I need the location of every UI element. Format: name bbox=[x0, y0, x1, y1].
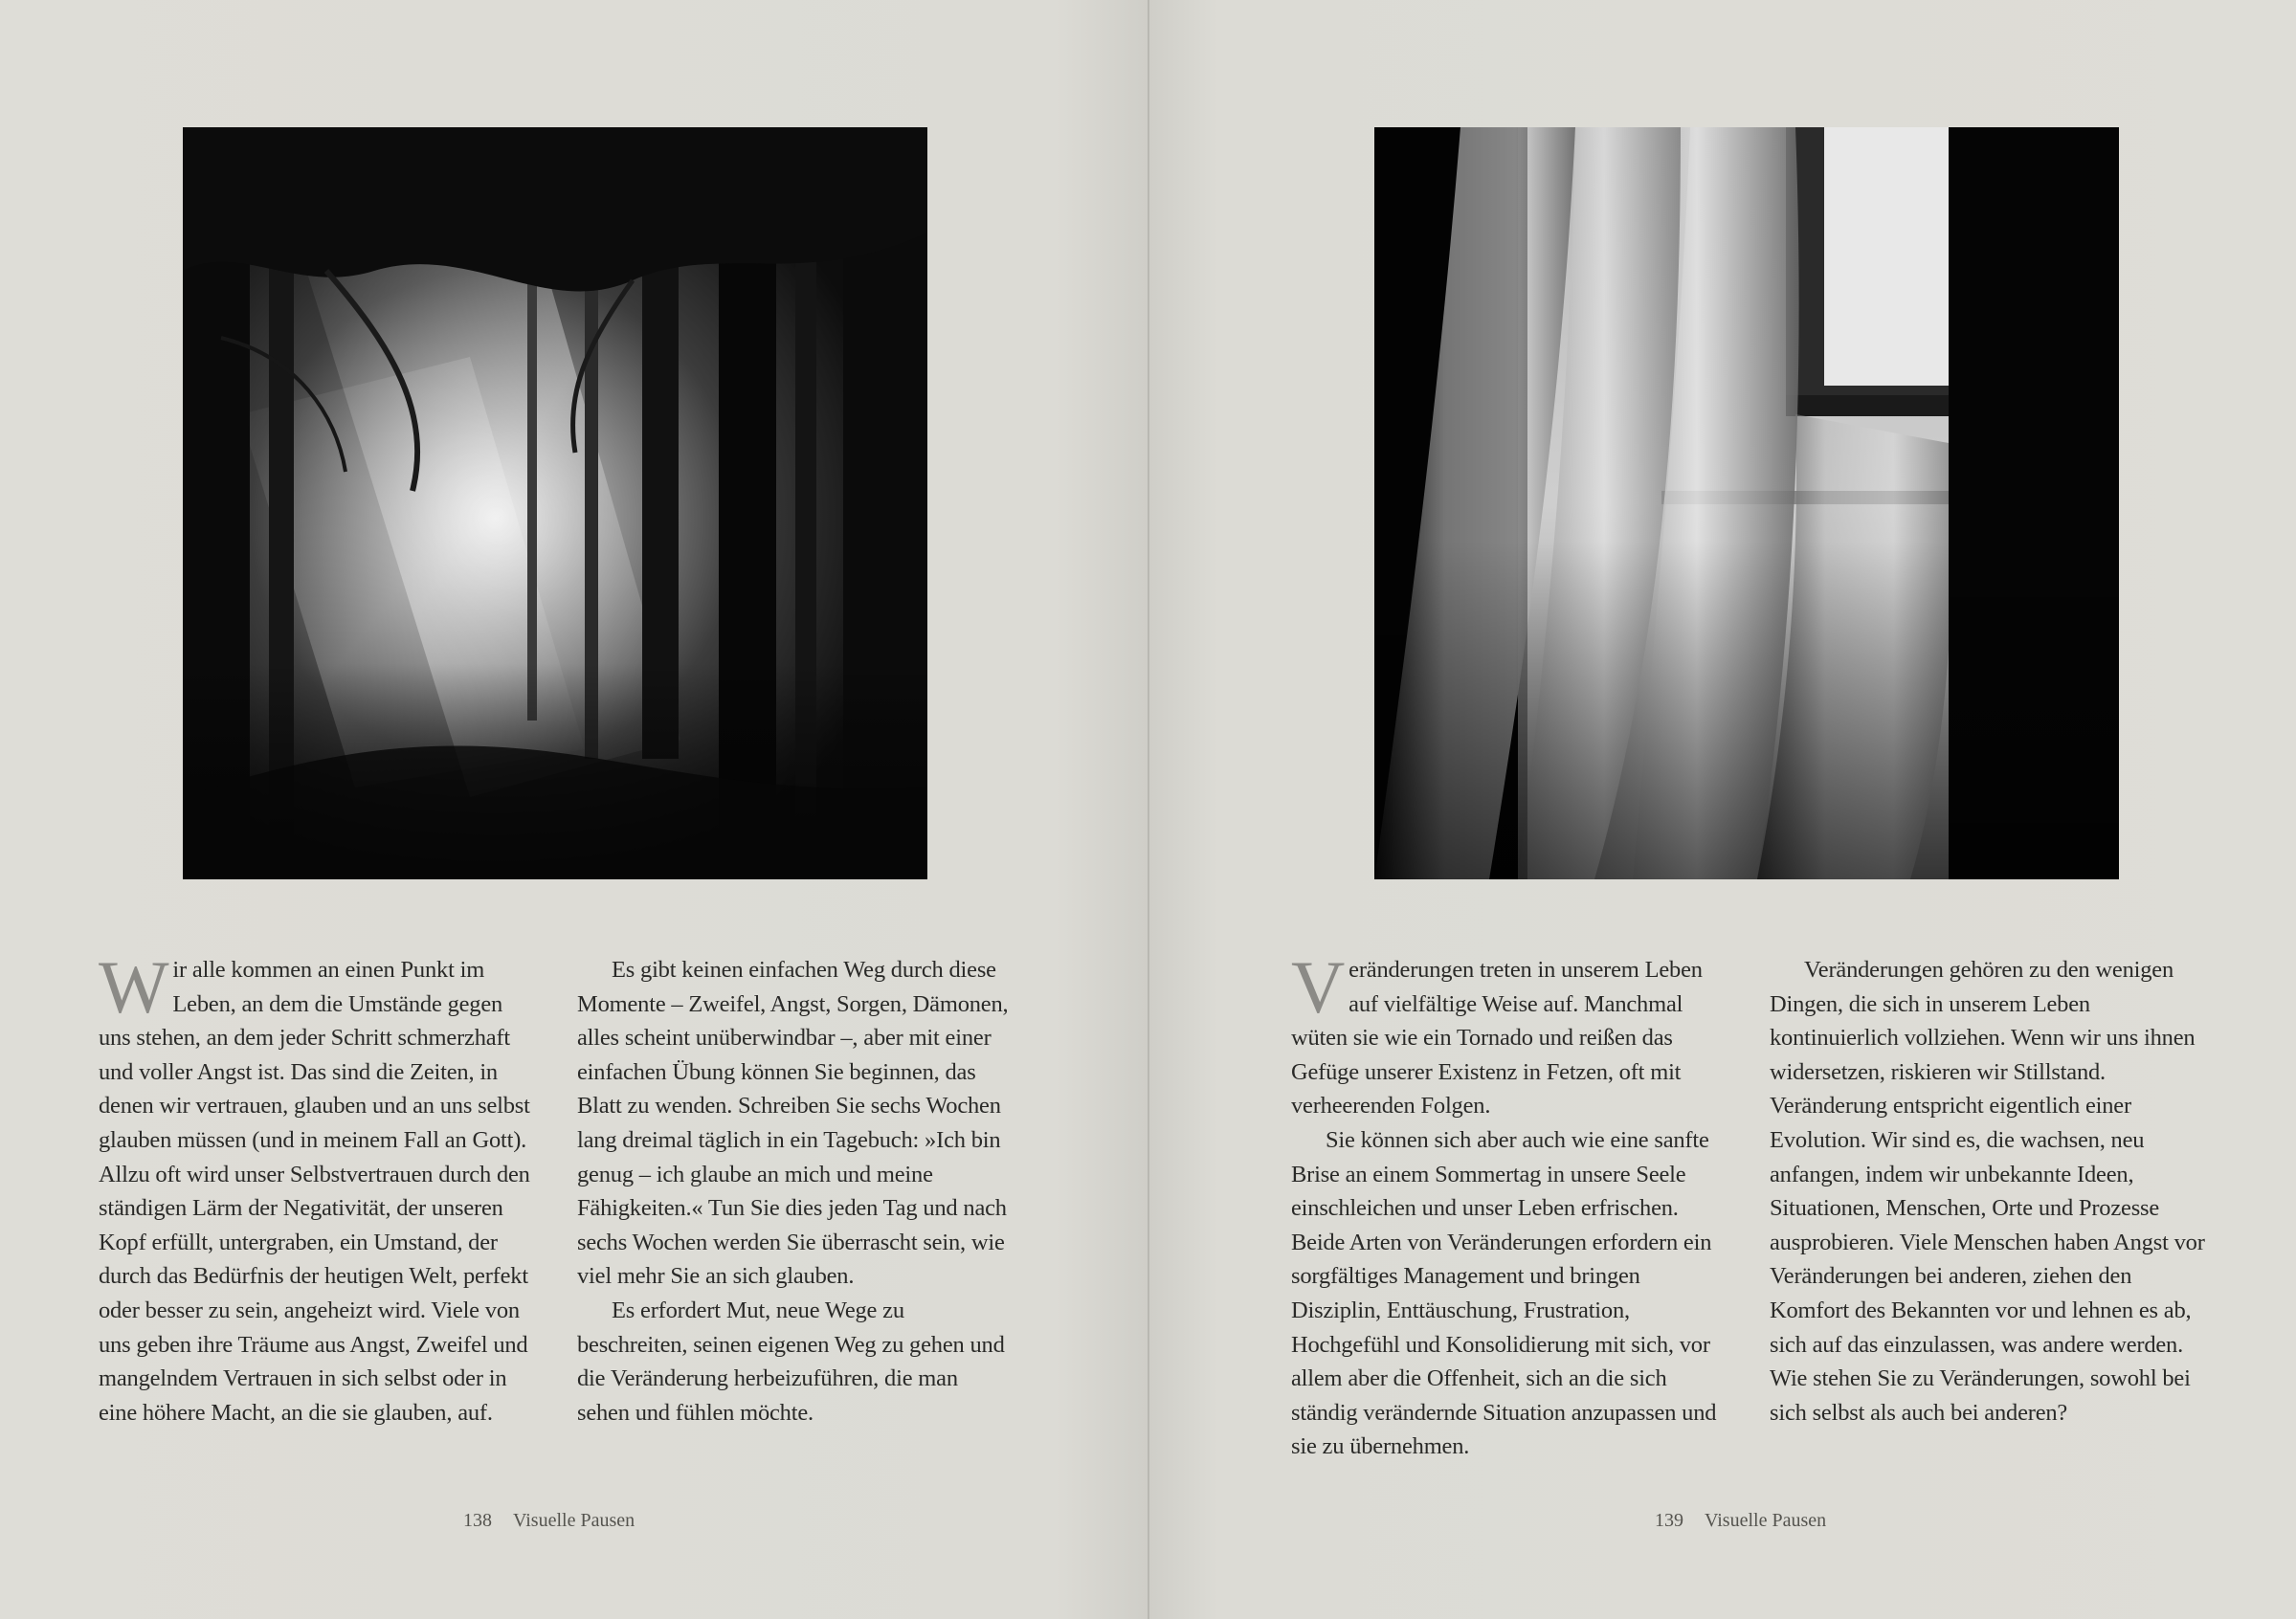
right-page bbox=[1149, 0, 2296, 1619]
page-number: 138 bbox=[463, 1510, 492, 1531]
paragraph: Sie können sich aber auch wie eine sanfte Brise an einem Sommertag in unsere Seele einschleichen und unser Leben erfrischen. Beide Arten von Veränderungen erfordern ein sorgfältiges Management und bringen Disziplin, Enttäuschung, Frustration, Hochgefühl und Konsolidierung mit sich, vor allem aber die Offenheit, sich an die sich ständig verändernde Situation anzupassen und sie zu übernehmen. bbox=[1291, 1126, 1717, 1460]
paragraph: Es gibt keinen einfachen Weg durch diese Momente – Zweifel, Angst, Sorgen, Dämonen, alles scheint unüberwindbar –, aber mit einer einfachen Übung können Sie beginnen, das Blatt zu wenden. Schreiben Sie sechs Wochen lang dreimal täglich in ein Tagebuch: »Ich bin genug – ich glaube an mich und meine Fähigkeiten.« Tun Sie dies jeden Tag und nach sechs Wochen werden Sie überrascht sein, wie viel mehr Sie an sich glauben. bbox=[577, 957, 1009, 1290]
curtain-photo-image bbox=[1374, 127, 2119, 879]
right-column-1 bbox=[1291, 945, 1727, 1464]
page-footer bbox=[463, 1510, 635, 1532]
section-title: Visuelle Pausen bbox=[1705, 1510, 1827, 1531]
curtain-photo bbox=[1374, 127, 2119, 879]
paragraph: Es erfordert Mut, neue Wege zu beschreiten, seinen eigenen Weg zu gehen und die Veränderung herbeizuführen, die man sehen und fühlen möchte. bbox=[577, 1297, 1005, 1426]
dropcap-w: W bbox=[99, 945, 169, 1029]
left-column-2 bbox=[577, 953, 1013, 1430]
paragraph: eränderungen treten in unserem Leben auf vielfältige Weise auf. Manchmal wüten sie wie ein Tornado und reißen das Gefüge unserer Existenz in Fetzen, oft mit verheerenden Folgen. bbox=[1291, 957, 1703, 1120]
section-title: Visuelle Pausen bbox=[513, 1510, 635, 1531]
right-column-2 bbox=[1770, 953, 2205, 1430]
paragraph: ir alle kommen an einen Punkt im Leben, an dem die Umstände gegen uns stehen, an dem jeder Schritt schmerzhaft und voller Angst ist. Das sind die Zeiten, in denen wir vertrauen, glauben und an uns selbst glauben müssen (und in meinem Fall an Gott). Allzu oft wird unser Selbstvertrauen durch den ständigen Lärm der Negativität, der unseren Kopf erfüllt, untergraben, ein Umstand, der durch das Bedürfnis der heutigen Welt, perfekt oder besser zu sein, angeheizt wird. Viele von uns geben ihre Träume aus Angst, Zweifel und mangelndem Vertrauen in sich selbst oder in eine höhere Macht, an die sie glauben, auf. bbox=[99, 957, 530, 1426]
left-column-1 bbox=[99, 945, 534, 1430]
page-number: 139 bbox=[1655, 1510, 1683, 1531]
page-footer bbox=[1655, 1510, 1826, 1532]
forest-photo bbox=[183, 127, 927, 879]
dropcap-v: V bbox=[1291, 945, 1346, 1029]
forest-photo-image bbox=[183, 127, 927, 879]
paragraph: Veränderungen gehören zu den wenigen Dingen, die sich in unserem Leben kontinuierlich vollziehen. Wenn wir uns ihnen widersetzen, riskieren wir Stillstand. Veränderung entspricht eigentlich einer Evolution. Wir sind es, die wachsen, neu anfangen, indem wir unbekannte Ideen, Situationen, Menschen, Orte und Prozesse ausprobieren. Viele Menschen haben Angst vor Veränderungen bei anderen, ziehen den Komfort des Bekannten vor und lehnen es ab, sich auf das einzulassen, was andere werden. Wie stehen Sie zu Veränderungen, sowohl bei sich selbst als auch bei anderen? bbox=[1770, 957, 2205, 1426]
